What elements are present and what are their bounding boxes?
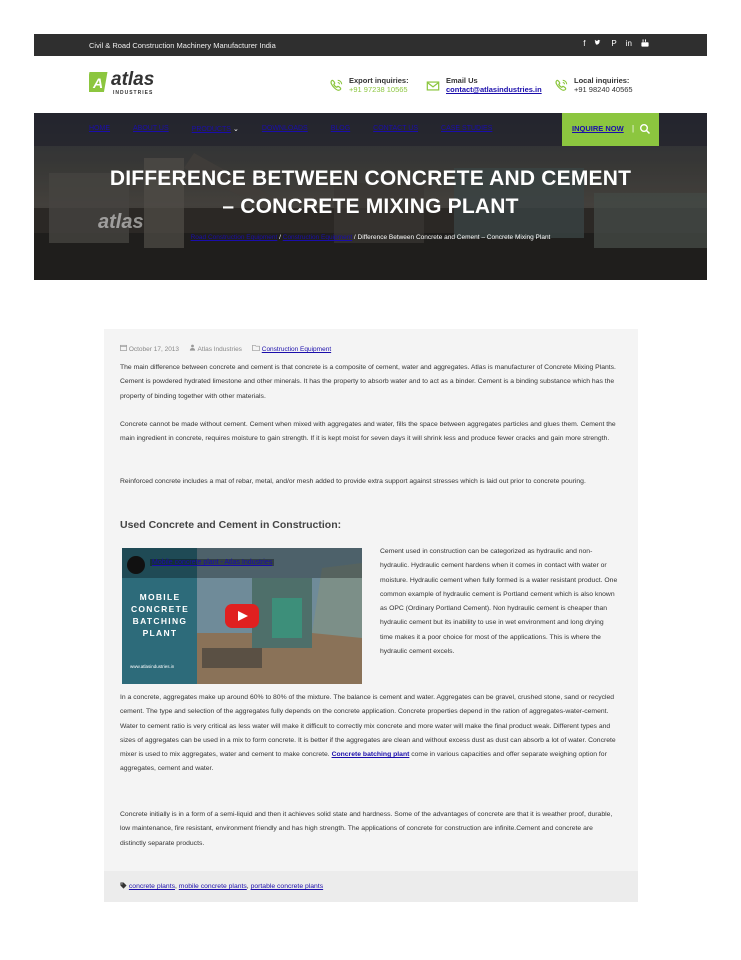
post-meta — [120, 344, 331, 353]
export-phone[interactable]: +91 97238 10565 — [349, 85, 408, 94]
envelope-icon — [426, 79, 440, 93]
article-paragraph — [120, 691, 625, 777]
side-paragraph: Cement used in construction can be categorized as hydraulic and non-hydraulic. Hydraulic cement hardens when it comes in contact with water or moisture. Hydraulic cement when fully formed is a water resistant product. One common example of hydraulic cement is Portland cement which is also known as OPC (Ordinary Portland Cement). Non hydraulic cement is cheaper than hydraulic cement but its inability to use in wet environment and long drying time makes it a poor choice for most of the applications. This is where the hydraulic cement excels. — [380, 548, 618, 656]
video-title[interactable]: Mobile concrete plant - Atlas Industries — [152, 559, 273, 566]
channel-avatar[interactable] — [127, 556, 145, 574]
post-category — [252, 344, 331, 353]
tag-list — [120, 882, 323, 890]
nav-separator: | — [632, 124, 635, 133]
search-icon[interactable] — [639, 123, 651, 135]
site-header — [34, 56, 707, 113]
local-phone[interactable]: +91 98240 40565 — [574, 85, 633, 94]
post-tags — [104, 871, 638, 902]
nav-item-downloads[interactable]: DOWNLOADS — [261, 125, 308, 132]
facebook-icon[interactable]: f — [583, 39, 586, 48]
inquire-now-bar — [562, 113, 659, 146]
article-paragraph: Concrete initially is in a form of a semi-liquid and then it achieves solid state and hardness. Some of the advantages of concrete are that it is weather proof, durable, low maintenance, fire resistant, environment friendly and has high strength. The applications of concrete for construction are infinite.Cement and concrete are distinctly separate products. — [120, 811, 613, 847]
paragraph-text: come in various capacities and offer separate weighing option for aggregates, cement and water. — [120, 751, 607, 773]
post-author-text: Atlas Industries — [197, 346, 242, 353]
pinterest-icon[interactable]: P — [611, 39, 617, 48]
phone-icon — [554, 79, 568, 93]
breadcrumb-current: Difference Between Concrete and Cement – Concrete Mixing Plant — [357, 234, 551, 241]
nav-item-case-studies[interactable]: CASE STUDIES — [441, 125, 493, 132]
export-label: Export inquiries: — [349, 76, 409, 85]
logo-subtext: INDUSTRIES — [113, 90, 154, 96]
logo-text: atlas — [111, 69, 155, 90]
inquire-now-button[interactable]: INQUIRE NOW — [572, 124, 624, 133]
tag-icon — [120, 882, 127, 889]
twitter-icon[interactable] — [594, 39, 602, 49]
tagline: Civil & Road Construction Machinery Manufacturer India — [89, 41, 276, 50]
atlas-logo[interactable] — [89, 69, 153, 99]
breadcrumb-category[interactable]: Construction Equipment — [282, 234, 353, 241]
youtube-icon[interactable] — [641, 39, 649, 49]
breadcrumb-separator: / — [352, 234, 358, 241]
nav-item-products-label: PRODUCTS — [191, 126, 231, 133]
video-embed[interactable] — [122, 548, 362, 684]
tag-separator: , — [175, 883, 179, 890]
email-contact — [426, 76, 542, 94]
tag-separator: , — [246, 883, 251, 890]
folder-icon — [252, 344, 260, 351]
paragraph-text: In a concrete, aggregates make up around 60% to 80% of the mixture. The balance is cement and water. Aggregates can be gravel, crushed stone, sand or recycled cement. The type and selection of the aggregates fully depends on the concrete application. Concrete properties depend in the ration of aggregates-water-cement. Water to cement ratio is very critical as less water will make it difficult to correctly mix concrete and more water will make the final product weak. Different types and sizes of aggregates can be used in a mix to form concrete. It is better if the aggregates are clean and without excess dust as dust can absorb a lot of water. Concrete mixer is used to mix aggregates, water and cement to make concrete. — [120, 694, 616, 759]
page-hero — [34, 113, 707, 280]
email-label: Email Us — [446, 76, 478, 85]
page-title-line2: – CONCRETE MIXING PLANT — [222, 195, 519, 218]
post-author — [189, 344, 242, 353]
youtube-play-icon[interactable] — [225, 604, 259, 628]
article-paragraph: Reinforced concrete includes a mat of rebar, metal, and/or mesh added to provide extra support against stresses which is laid out prior to concrete pouring. — [120, 478, 586, 485]
video-footer-text: www.atlasindustries.in — [130, 664, 175, 669]
email-link[interactable]: contact@atlasindustries.in — [446, 85, 542, 94]
nav-item-products[interactable] — [192, 125, 239, 133]
nav-item-about-us[interactable]: ABOUT US — [133, 125, 169, 132]
tag-mobile-concrete-plants[interactable]: mobile concrete plants — [178, 883, 247, 890]
page-title-line1: DIFFERENCE BETWEEN CONCRETE AND CEMENT — [109, 167, 632, 190]
post-date — [120, 344, 179, 353]
video-overlay-text: MOBILE CONCRETE BATCHING PLANT — [130, 592, 190, 638]
local-inquiries — [554, 76, 633, 94]
breadcrumb-separator: / — [277, 234, 283, 241]
page-title — [34, 165, 707, 221]
section-heading: Used Concrete and Cement in Construction: — [120, 519, 342, 531]
nav-item-home[interactable]: HOME — [89, 125, 110, 132]
tag-portable-concrete-plants[interactable]: portable concrete plants — [250, 883, 324, 890]
chevron-down-icon: ⌄ — [232, 126, 239, 133]
calendar-icon — [120, 344, 127, 351]
linkedin-icon[interactable]: in — [625, 39, 632, 48]
article-card — [104, 329, 638, 902]
phone-icon — [329, 79, 343, 93]
social-links — [583, 39, 649, 49]
tag-concrete-plants[interactable]: concrete plants — [128, 883, 175, 890]
top-bar — [34, 34, 707, 56]
article-paragraph: Concrete cannot be made without cement. Cement when mixed with aggregates and water, fills the space between aggregates particles and glues them. Cement the main ingredient in concrete, requires moisture to gain strength. If it is kept moist for seven days it will shrink less and produce fewer cracks and gain more strength. — [120, 421, 616, 443]
breadcrumb — [34, 234, 707, 241]
user-icon — [189, 344, 196, 351]
nav-item-blog[interactable]: BLOG — [330, 125, 351, 132]
main-nav — [34, 113, 707, 146]
concrete-batching-plant-link[interactable]: Concrete batching plant — [331, 751, 410, 759]
post-date-text: October 17, 2013 — [128, 346, 180, 353]
svg-text:A: A — [93, 75, 104, 91]
breadcrumb-home[interactable]: Road Construction Equipment — [190, 234, 278, 241]
local-label: Local inquiries: — [574, 76, 630, 85]
nav-item-contact-us[interactable]: CONTACT US — [373, 125, 419, 132]
hero-watermark: atlas — [98, 211, 144, 233]
article-paragraph: The main difference between concrete and cement is that concrete is a composite of cement, water and aggregates. Atlas is manufacturer of Concrete Mixing Plants. Cement is powdered hydrated limestone and other minerals. It has the property to absorb water and to act as a binder. Cement is a binding substance which has the property of binding together with other materials. — [120, 364, 616, 400]
post-category-link[interactable]: Construction Equipment — [261, 346, 332, 353]
export-inquiries — [329, 76, 409, 94]
